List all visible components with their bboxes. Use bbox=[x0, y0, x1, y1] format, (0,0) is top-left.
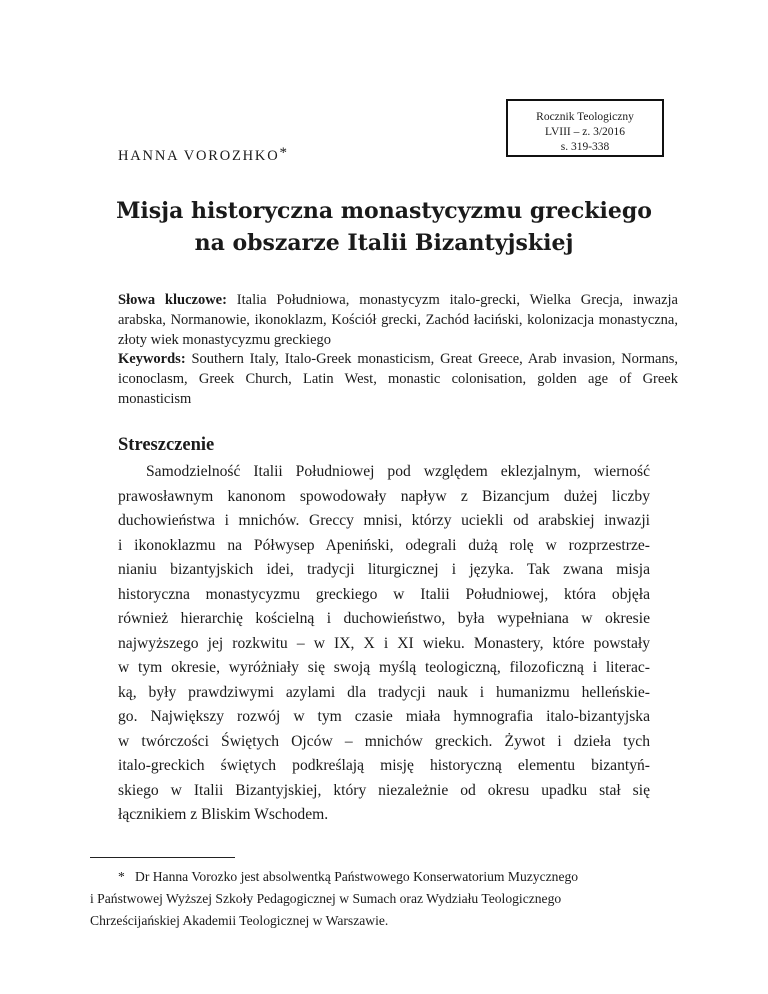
abstract-line: najwyższego jej rozkwitu – w IX, X i XI wieku. Monastery, które powstały bbox=[118, 634, 650, 652]
abstract-line: łącznikiem z Bliskim Wschodem. bbox=[118, 806, 329, 823]
abstract-line: Samodzielność Italii Południowej pod względem eklezjalnym, wierność bbox=[146, 463, 650, 480]
keywords-polish bbox=[118, 290, 678, 350]
abstract-line: w twórczości Świętych Ojców – mnichów greckich. Żywot i dzieła tych bbox=[118, 732, 650, 750]
footnote bbox=[90, 866, 678, 932]
abstract-paragraph bbox=[118, 460, 650, 828]
footnote-marker: * bbox=[118, 869, 125, 884]
title-line-2: na obszarze Italii Bizantyjskiej bbox=[194, 230, 574, 256]
journal-volume: LVIII – z. 3/2016 bbox=[544, 126, 626, 138]
footnote-divider bbox=[90, 857, 235, 858]
keywords-english-text: Southern Italy, Italo-Greek monasticism, Great Greece, Arab invasion, Normans, iconoclasm, Greek Church, Latin West, monastic colonisation, golden age of Greek monasticism bbox=[118, 351, 678, 407]
footnote-text: Dr Hanna Vorozko jest absolwentką Państwowego Konserwatorium Muzycznego bbox=[135, 869, 579, 884]
footnote-line-1 bbox=[90, 866, 678, 888]
journal-pages: s. 319-338 bbox=[560, 141, 610, 153]
keywords-english bbox=[118, 349, 678, 409]
abstract-line: skiego w Italii Bizantyjskiej, który niezależnie od okresu upadku stał się bbox=[118, 781, 650, 799]
journal-info-box bbox=[506, 99, 664, 157]
footnote-line-2: i Państwowej Wyższej Szkoły Pedagogicznej w Sumach oraz Wydziału Teologicznego bbox=[90, 891, 562, 906]
keywords-polish-label: Słowa kluczowe: bbox=[118, 292, 227, 308]
title-line-1: Misja historyczna monastycyzmu greckiego bbox=[116, 198, 652, 224]
author-footnote-marker: * bbox=[279, 145, 287, 161]
abstract-heading: Streszczenie bbox=[118, 435, 215, 455]
keywords-english-label: Keywords: bbox=[118, 351, 186, 367]
article-title bbox=[90, 195, 678, 259]
abstract-line: go. Największy rozwój w tym czasie miała hymnografia italo-bizantyjska bbox=[118, 708, 650, 725]
abstract-line: i ikonoklazmu na Półwysep Apeniński, odegrali dużą rolę w rozprzestrze- bbox=[118, 536, 650, 554]
author-name-text: HANNA VOROZHKO bbox=[118, 148, 280, 164]
abstract-line: nianiu bizantyjskich idei, tradycji liturgicznej i języka. Tak zwana misja bbox=[118, 561, 650, 578]
abstract-line: historyczna monastycyzmu greckiego w Italii Południowej, która objęła bbox=[118, 585, 650, 603]
abstract-line: w tym okresie, wyróżniały się swoją myślą teologiczną, filozoficzną i literac- bbox=[118, 659, 650, 676]
footnote-line-3: Chrześcijańskiej Akademii Teologicznej w Warszawie. bbox=[90, 913, 389, 928]
keywords-polish-text: Italia Południowa, monastycyzm italo-grecki, Wielka Grecja, inwazja arabska, Normanowie, ikonoklazm, Kościół grecki, Zachód łaciński, kolonizacja monastyczna, złoty wiek monastycyzmu greckiego bbox=[118, 292, 678, 348]
abstract-line: ką, były prawdziwymi azylami dla tradycji nauk i humanizmu helleńskie- bbox=[118, 683, 650, 701]
abstract-line: również hierarchię kościelną i duchowieństwo, była wypełniana w okresie bbox=[118, 610, 650, 627]
journal-name: Rocznik Teologiczny bbox=[536, 111, 634, 123]
abstract-line: prawosławnym kanonom spowodowały napływ z Bizancjum dużej liczby bbox=[118, 487, 650, 505]
author-name bbox=[118, 145, 287, 165]
abstract-line: italo-greckich świętych podkreślają misję historyczną elementu bizantyń- bbox=[118, 757, 650, 774]
abstract-line: duchowieństwa i mnichów. Greccy mnisi, którzy uciekli od arabskiej inwazji bbox=[118, 512, 650, 529]
